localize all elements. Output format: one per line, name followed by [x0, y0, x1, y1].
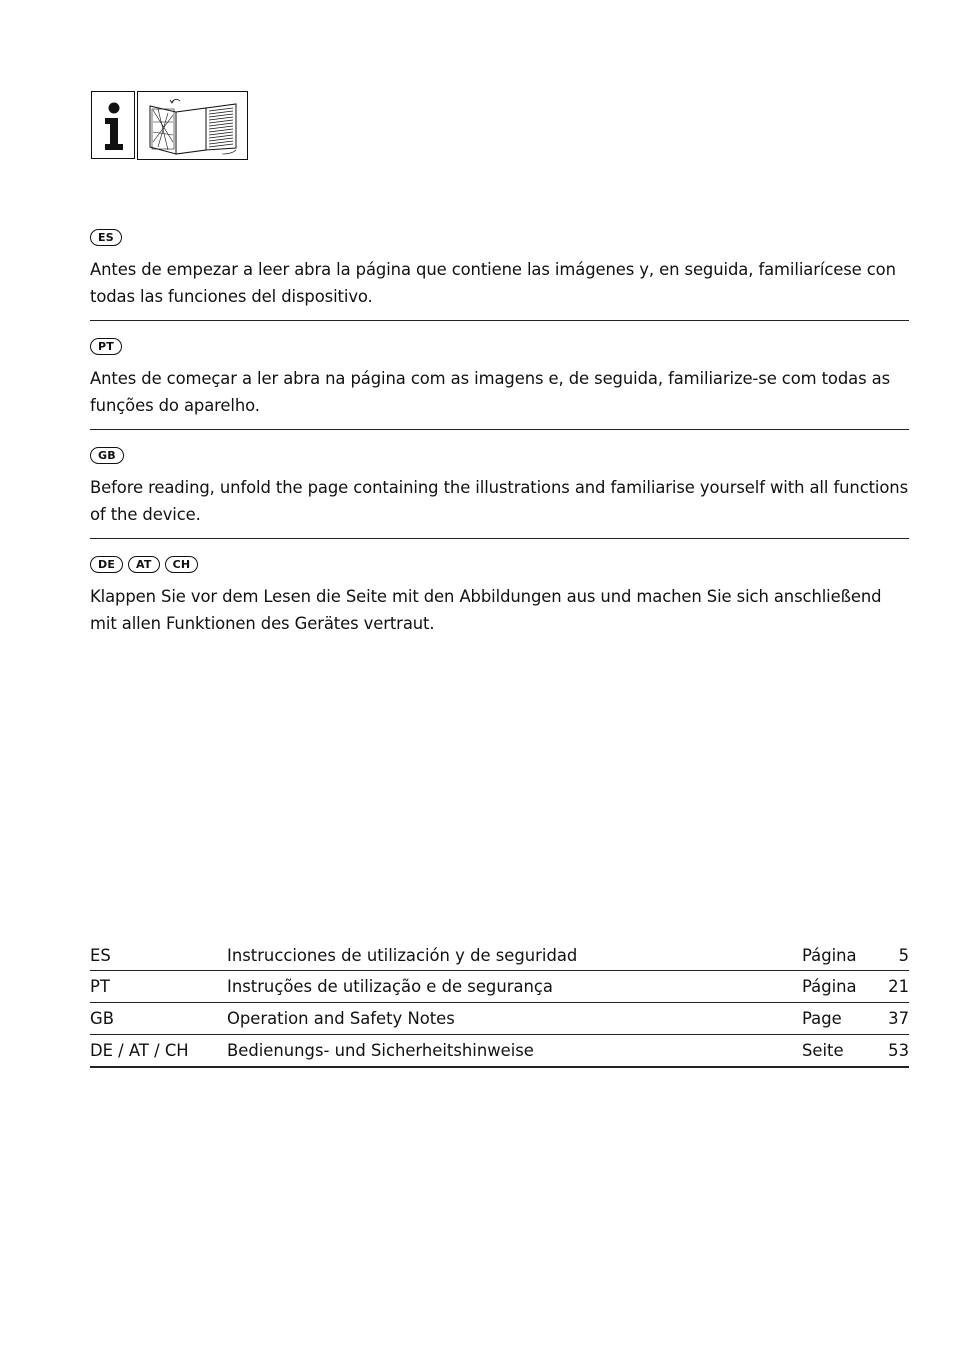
toc-language-code: ES [90, 945, 111, 965]
toc-language-code: DE / AT / CH [90, 1041, 189, 1060]
toc-row [90, 971, 909, 1003]
section-de-at-ch [90, 554, 910, 637]
divider [90, 320, 909, 321]
toc-page-number: 21 [888, 977, 909, 996]
foldout-page-icon [137, 91, 248, 160]
toc-title: Operation and Safety Notes [227, 1009, 455, 1028]
language-badge: ES [90, 229, 122, 246]
toc-page-label: Página [802, 945, 857, 965]
instruction-text: Before reading, unfold the page containing the illustrations and familiarise yourself with all functions of the device. [90, 478, 909, 524]
toc-row [90, 1003, 909, 1035]
language-badge: CH [165, 556, 199, 573]
toc-page-label: Seite [802, 1041, 844, 1060]
toc-page-number: 5 [898, 945, 909, 965]
table-of-contents [90, 940, 909, 1068]
toc-language-code: GB [90, 1009, 114, 1028]
toc-page-number: 53 [888, 1041, 909, 1060]
toc-title: Instruções de utilização e de segurança [227, 977, 553, 996]
section-pt [90, 336, 910, 419]
divider [90, 429, 909, 430]
toc-page-label: Página [802, 977, 857, 996]
instruction-text: Antes de empezar a leer abra la página que contiene las imágenes y, en seguida, familiarícese con todas las funciones del dispositivo. [90, 260, 896, 306]
section-gb [90, 445, 910, 528]
toc-title: Instrucciones de utilización y de seguridad [227, 945, 578, 965]
divider [90, 538, 909, 539]
language-badge: PT [90, 338, 122, 355]
language-badge: AT [128, 556, 160, 573]
toc-page-number: 37 [888, 1009, 909, 1028]
language-badges [90, 554, 910, 574]
info-icon [91, 91, 135, 159]
toc-row [90, 1035, 909, 1068]
section-es [90, 227, 910, 310]
toc-page-label: Page [802, 1009, 842, 1028]
language-badges [90, 336, 910, 356]
toc-title: Bedienungs- und Sicherheitshinweise [227, 1041, 534, 1060]
instruction-text: Antes de começar a ler abra na página com as imagens e, de seguida, familiarize-se com todas as funções do aparelho. [90, 369, 891, 415]
instruction-text: Klappen Sie vor dem Lesen die Seite mit den Abbildungen aus und machen Sie sich anschließend mit allen Funktionen des Gerätes vertraut. [90, 587, 882, 633]
language-badge: DE [90, 556, 123, 573]
language-badge: GB [90, 447, 124, 464]
toc-row [90, 940, 909, 971]
language-badges [90, 227, 910, 247]
language-badges [90, 445, 910, 465]
toc-language-code: PT [90, 977, 110, 996]
